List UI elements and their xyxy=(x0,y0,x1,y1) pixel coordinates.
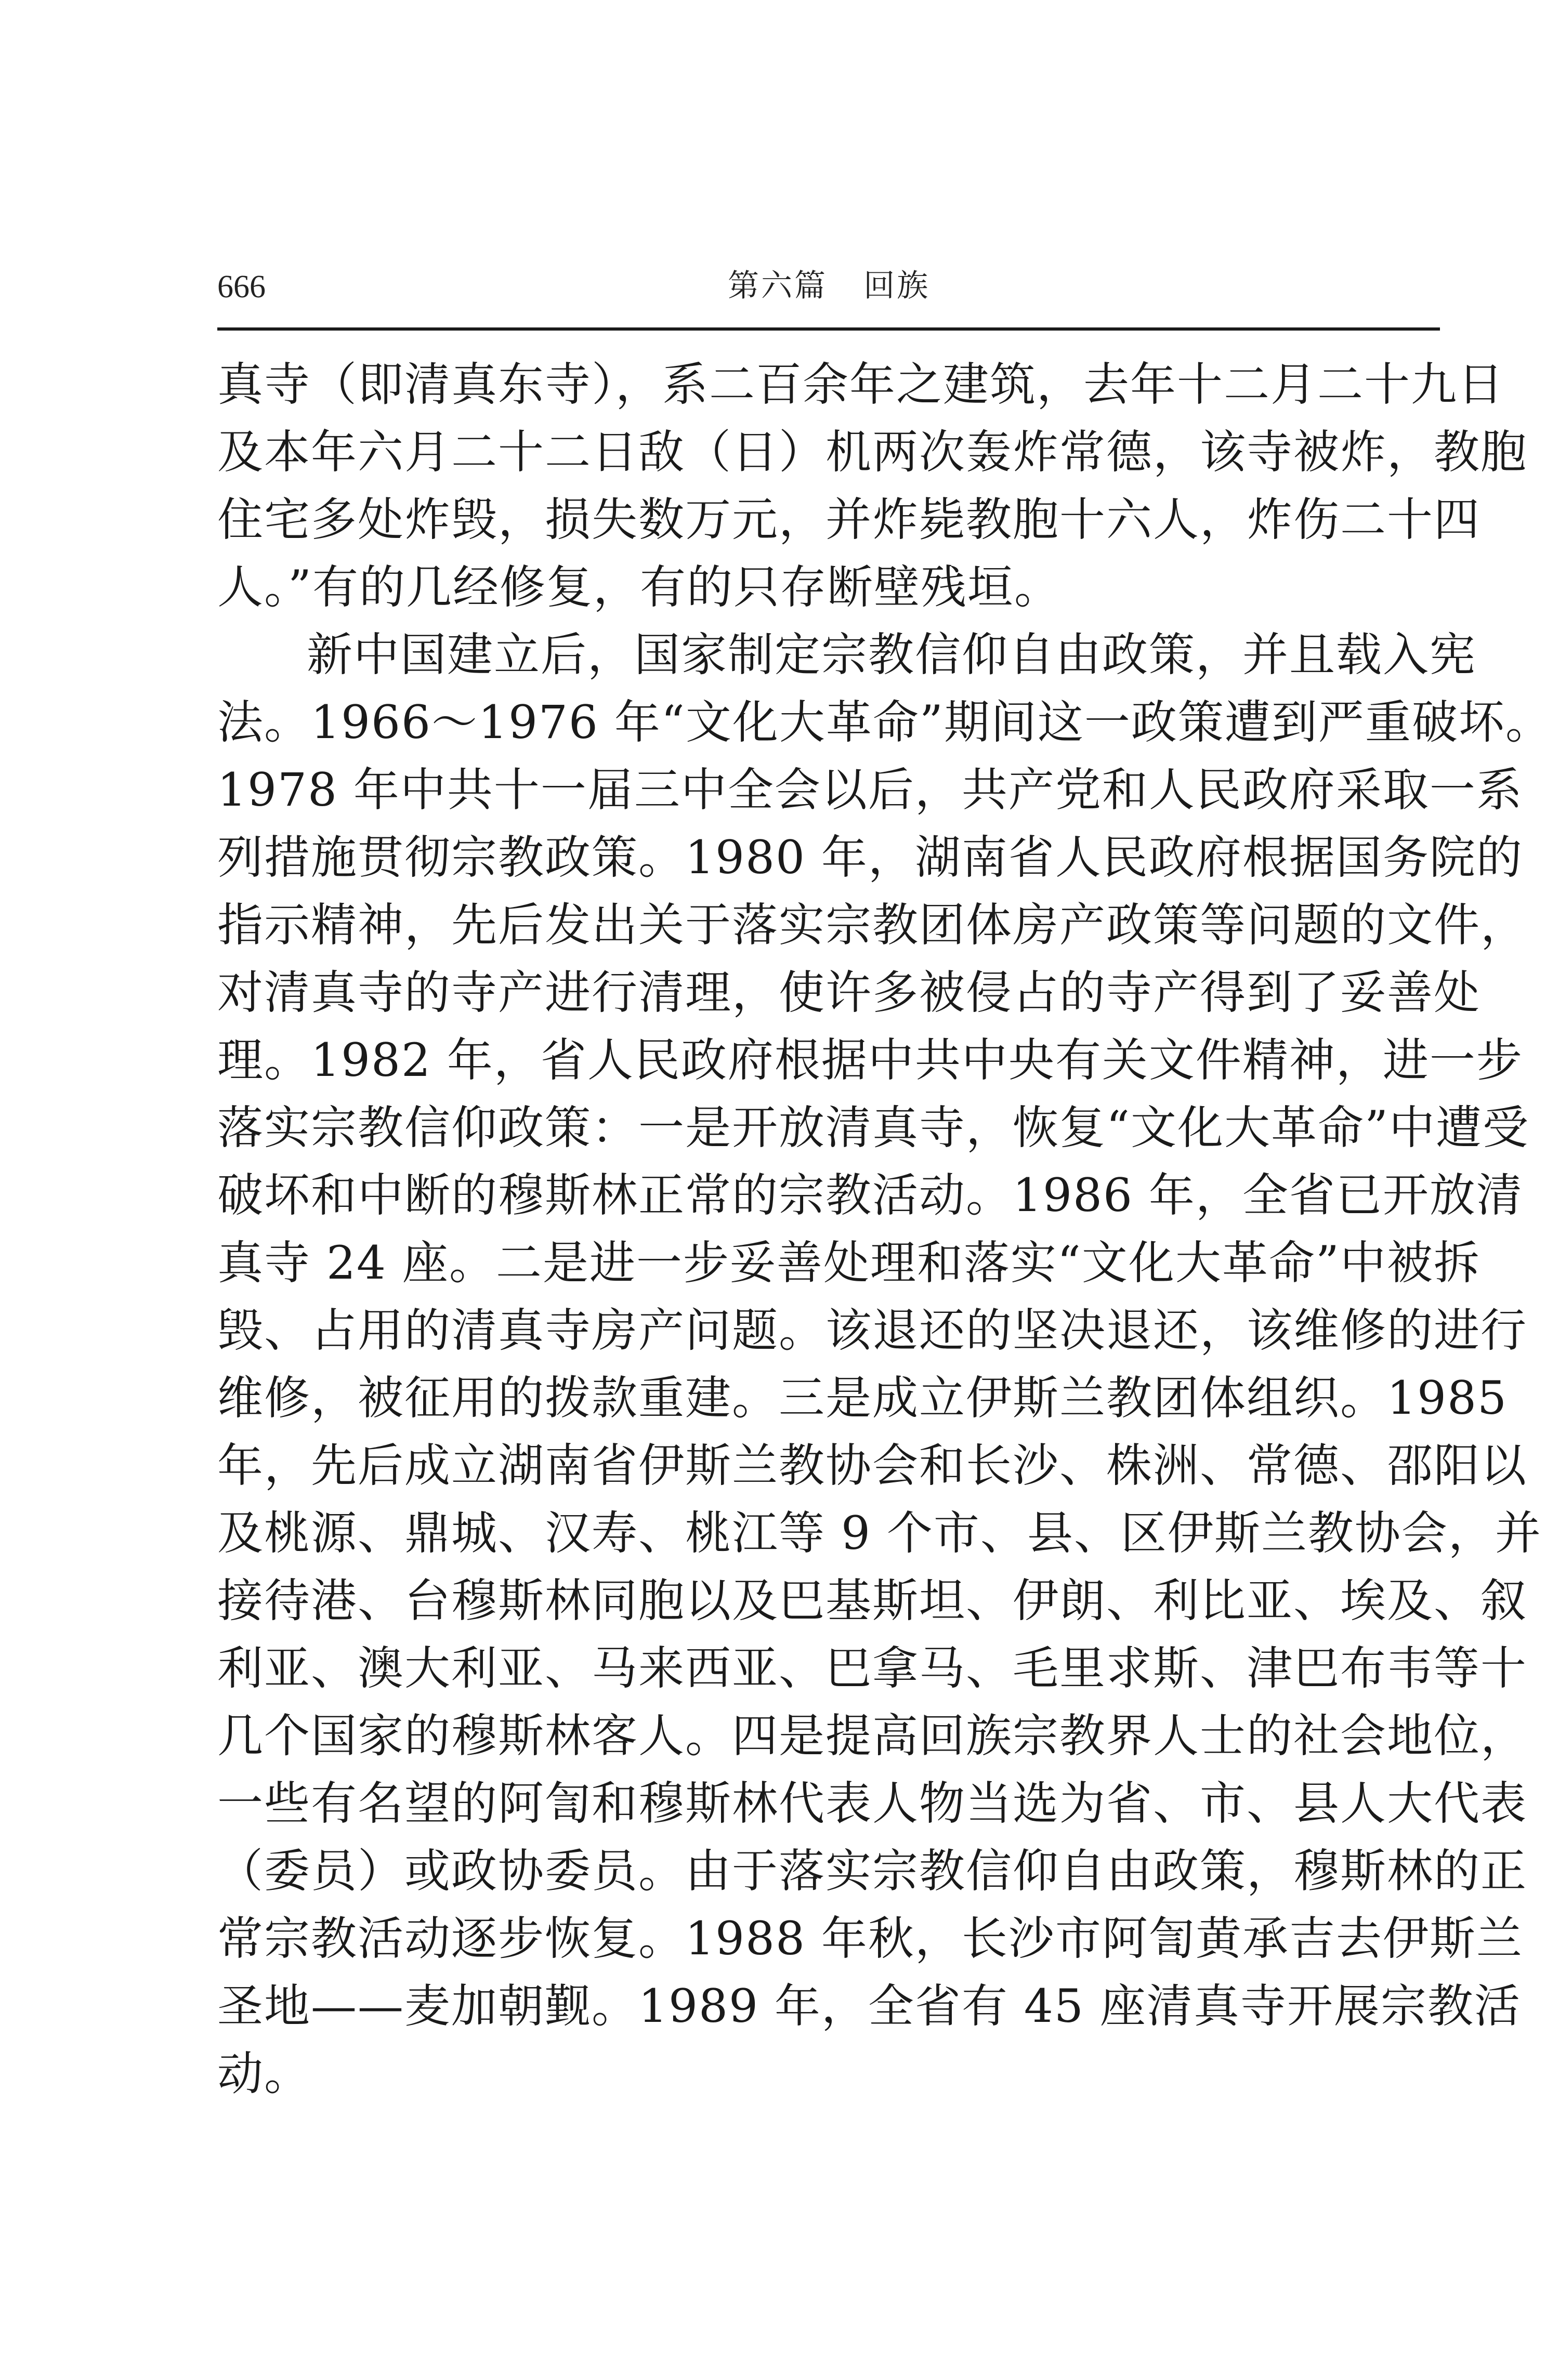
text-line: 法。1966～1976 年“文化大革命”期间这一政策遭到严重破坏。 xyxy=(217,695,1552,749)
text-line: 几个国家的穆斯林客人。四是提高回族宗教界人士的社会地位， xyxy=(217,1709,1528,1763)
text-line: 破坏和中断的穆斯林正常的宗教活动。1986 年，全省已开放清 xyxy=(217,1168,1523,1222)
text-line: 住宅多处炸毁，损失数万元，并炸毙教胞十六人，炸伤二十四 xyxy=(217,493,1481,546)
text-line: 维修，被征用的拨款重建。三是成立伊斯兰教团体组织。1985 xyxy=(217,1371,1508,1425)
running-head: 第六篇 回族 xyxy=(728,268,931,304)
text-line: 真寺（即清真东寺），系二百余年之建筑，去年十二月二十九日 xyxy=(217,358,1505,411)
text-line: 落实宗教信仰政策：一是开放清真寺，恢复“文化大革命”中遭受 xyxy=(217,1101,1529,1154)
header-rule xyxy=(217,327,1440,331)
text-line: 毁、占用的清真寺房产问题。该退还的坚决退还，该维修的进行 xyxy=(217,1304,1528,1357)
text-line: 动。 xyxy=(217,2047,311,2100)
text-line: 及桃源、鼎城、汉寿、桃江等 9 个市、县、区伊斯兰教协会，并 xyxy=(217,1506,1542,1560)
page-number: 666 xyxy=(217,269,266,305)
text-line: 人。”有的几经修复，有的只存断壁残垣。 xyxy=(217,560,1061,614)
text-line: 指示精神，先后发出关于落实宗教团体房产政策等问题的文件， xyxy=(217,898,1528,952)
text-line: 列措施贯彻宗教政策。1980 年，湖南省人民政府根据国务院的 xyxy=(217,831,1523,884)
text-line: 常宗教活动逐步恢复。1988 年秋，长沙市阿訇黄承吉去伊斯兰 xyxy=(217,1912,1523,1965)
text-line: 利亚、澳大利亚、马来西亚、巴拿马、毛里求斯、津巴布韦等十 xyxy=(217,1641,1528,1695)
text-line: 新中国建立后，国家制定宗教信仰自由政策，并且载入宪 xyxy=(307,628,1477,681)
text-line: 对清真寺的寺产进行清理，使许多被侵占的寺产得到了妥善处 xyxy=(217,966,1481,1019)
text-line: 接待港、台穆斯林同胞以及巴基斯坦、伊朗、利比亚、埃及、叙 xyxy=(217,1574,1528,1627)
text-line: 圣地——麦加朝觐。1989 年，全省有 45 座清真寺开展宗教活 xyxy=(217,1979,1521,2033)
text-line: 年，先后成立湖南省伊斯兰教协会和长沙、株洲、常德、邵阳以 xyxy=(217,1439,1528,1492)
text-line: 及本年六月二十二日敌（日）机两次轰炸常德，该寺被炸，教胞 xyxy=(217,425,1528,479)
text-line: 1978 年中共十一届三中全会以后，共产党和人民政府采取一系 xyxy=(217,763,1523,817)
text-line: 一些有名望的阿訇和穆斯林代表人物当选为省、市、县人大代表 xyxy=(217,1777,1528,1830)
text-line: （委员）或政协委员。由于落实宗教信仰自由政策，穆斯林的正 xyxy=(217,1844,1528,1898)
text-line: 真寺 24 座。二是进一步妥善处理和落实“文化大革命”中被拆 xyxy=(217,1236,1481,1290)
text-line: 理。1982 年，省人民政府根据中共中央有关文件精神，进一步 xyxy=(217,1033,1523,1087)
